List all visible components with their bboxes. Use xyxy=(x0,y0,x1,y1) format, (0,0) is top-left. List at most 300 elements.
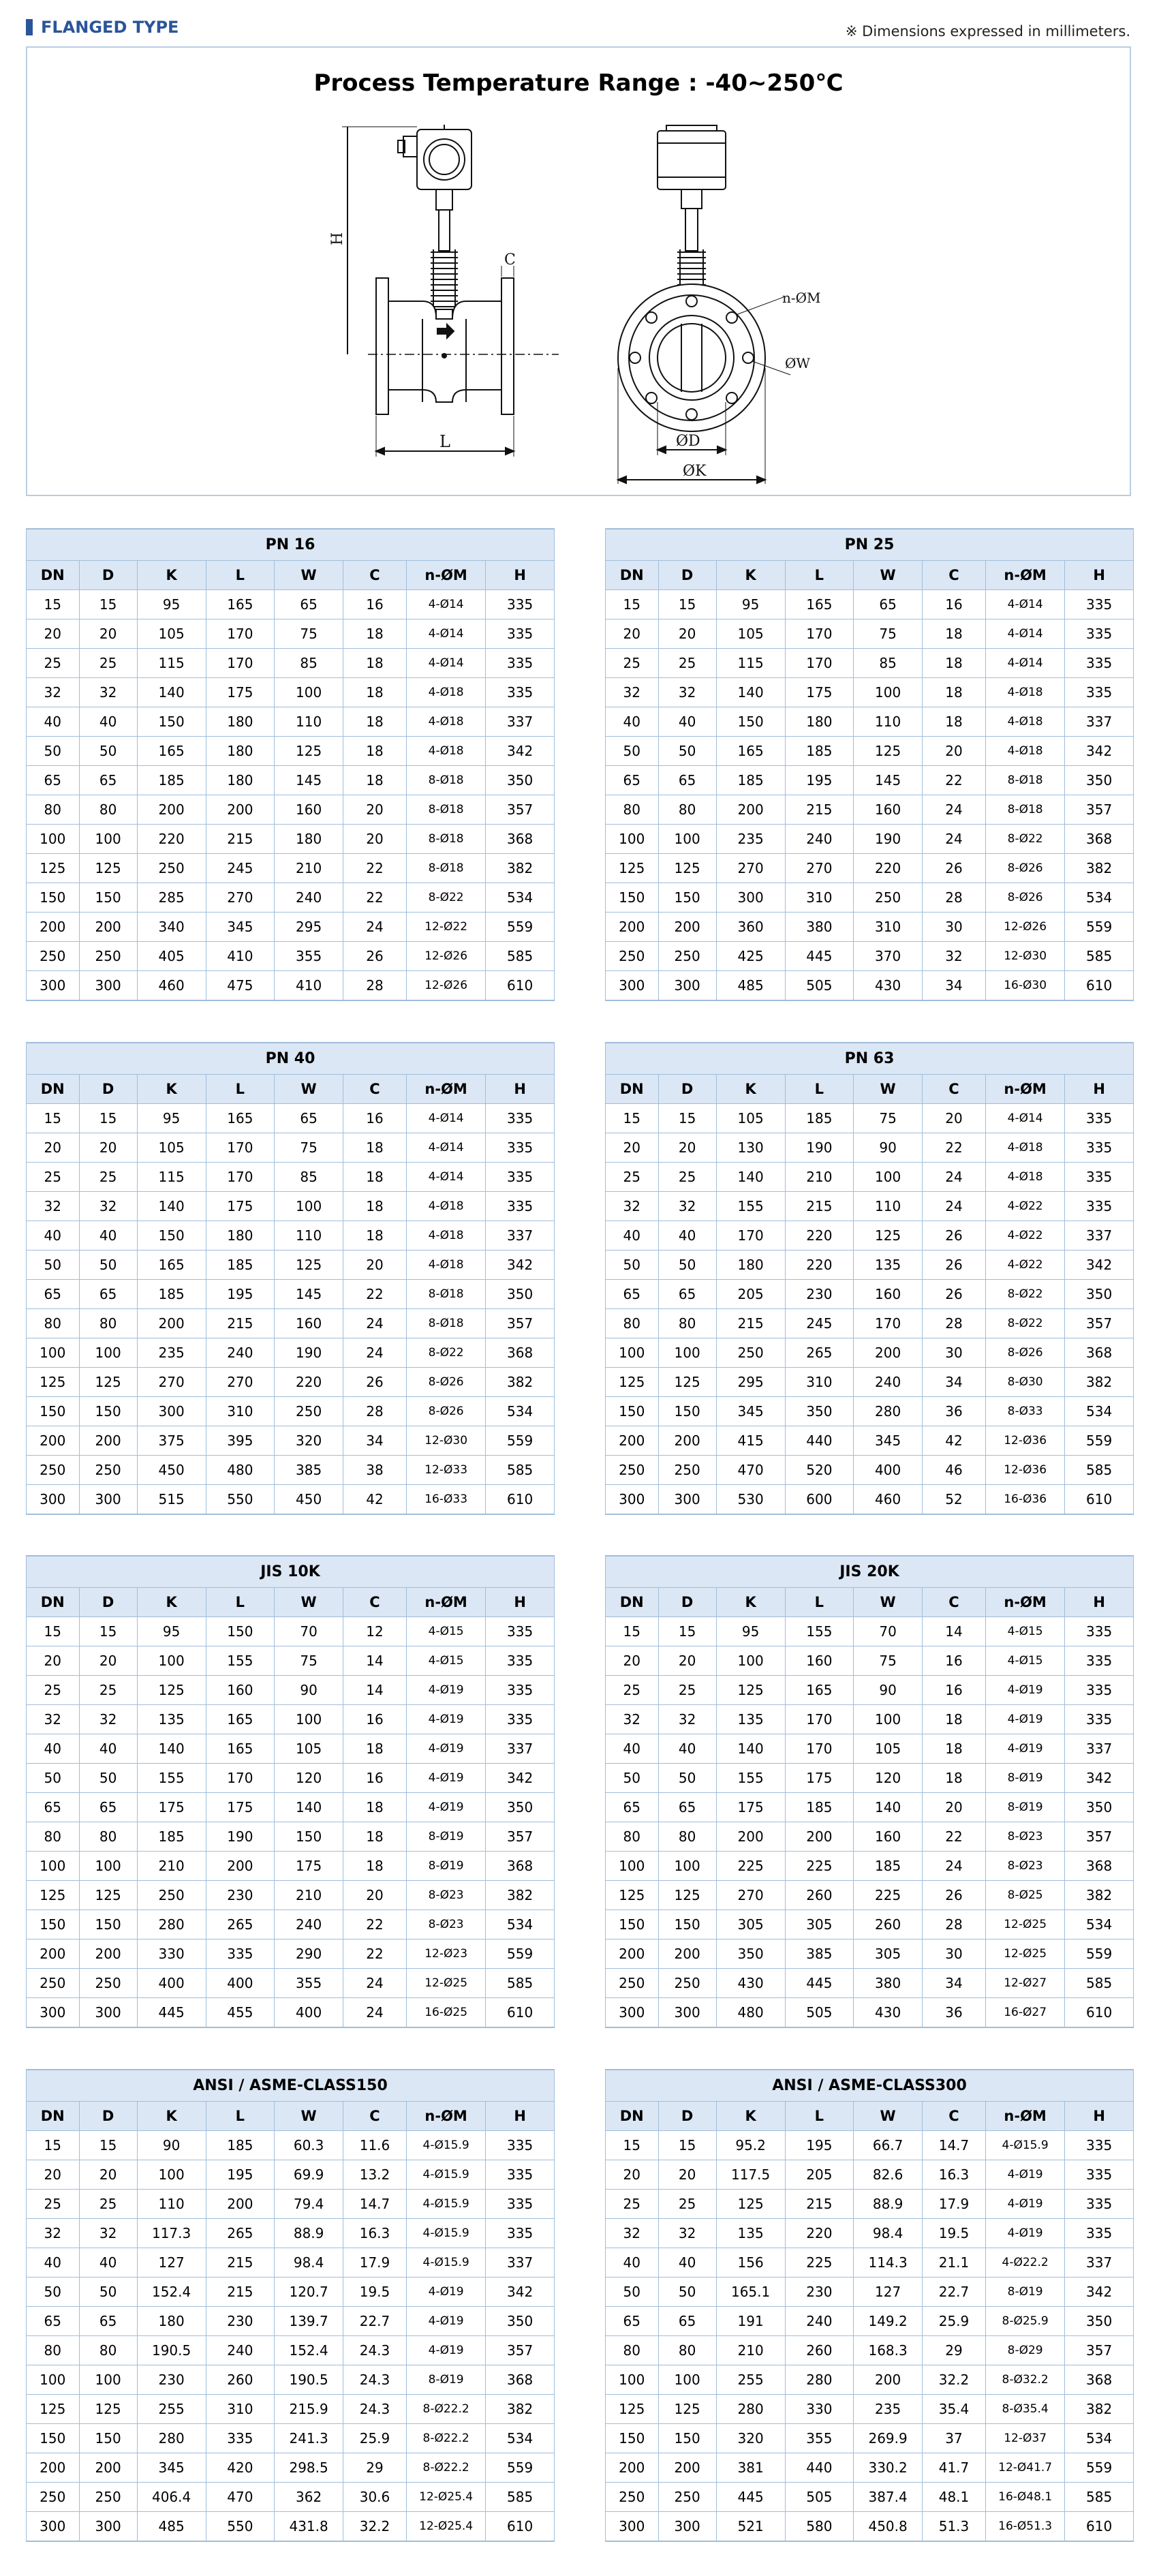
table-cell: 40 xyxy=(606,1734,659,1764)
table-cell: 368 xyxy=(1065,1852,1134,1881)
table-cell: 25 xyxy=(79,1163,137,1192)
table-cell: 280 xyxy=(137,1910,206,1939)
table-cell: 215 xyxy=(206,2278,275,2307)
table-cell: 350 xyxy=(486,766,555,795)
table-cell: 12-Ø23 xyxy=(407,1939,486,1969)
table-cell: 175 xyxy=(785,678,854,707)
table-cell: 95 xyxy=(137,590,206,619)
table-cell: 405 xyxy=(137,942,206,971)
table-cell: 8-Ø25.9 xyxy=(986,2307,1065,2336)
table-cell: 114.3 xyxy=(854,2248,923,2278)
table-cell: 406.4 xyxy=(137,2483,206,2512)
table-row xyxy=(27,971,555,1001)
table-cell: 445 xyxy=(785,1969,854,1998)
table-cell: 22 xyxy=(343,883,407,913)
table-cell: 280 xyxy=(716,2395,785,2424)
column-header: H xyxy=(1065,1588,1134,1617)
table-cell: 368 xyxy=(1065,2365,1134,2395)
column-header: W xyxy=(854,561,923,590)
table-cell: 18 xyxy=(923,678,986,707)
table-cell: 26 xyxy=(343,942,407,971)
table-cell: 255 xyxy=(137,2395,206,2424)
table-cell: 100 xyxy=(658,1338,716,1368)
table-cell: 8-Ø18 xyxy=(407,825,486,854)
table-cell: 32 xyxy=(606,1192,659,1221)
table-cell: 125 xyxy=(275,1251,343,1280)
table-cell: 12 xyxy=(343,1617,407,1646)
table-cell: 24 xyxy=(343,1338,407,1368)
table-cell: 300 xyxy=(137,1397,206,1426)
table-cell: 215 xyxy=(785,1192,854,1221)
table-cell: 200 xyxy=(606,2453,659,2483)
table-cell: 4-Ø18 xyxy=(407,1251,486,1280)
table-row xyxy=(27,2307,555,2336)
table-cell: 610 xyxy=(486,1998,555,2028)
table-cell: 250 xyxy=(137,854,206,883)
table-cell: 4-Ø15.9 xyxy=(407,2160,486,2190)
table-cell: 200 xyxy=(785,1822,854,1852)
table-cell: 200 xyxy=(79,1939,137,1969)
table-cell: 431.8 xyxy=(275,2512,343,2542)
table-cell: 40 xyxy=(27,1734,80,1764)
table-cell: 8-Ø26 xyxy=(407,1368,486,1397)
table-row xyxy=(606,1133,1134,1163)
table-cell: 42 xyxy=(923,1426,986,1456)
table-cell: 4-Ø22.2 xyxy=(986,2248,1065,2278)
table-row xyxy=(606,2483,1134,2512)
table-cell: 25 xyxy=(606,1163,659,1192)
table-cell: 50 xyxy=(27,737,80,766)
table-cell: 150 xyxy=(275,1822,343,1852)
column-header: K xyxy=(137,561,206,590)
table-cell: 4-Ø18 xyxy=(986,678,1065,707)
table-row xyxy=(27,2160,555,2190)
table-cell: 220 xyxy=(275,1368,343,1397)
table-cell: 34 xyxy=(923,1368,986,1397)
table-cell: 34 xyxy=(343,1426,407,1456)
column-header: C xyxy=(343,1075,407,1104)
table-row xyxy=(27,766,555,795)
side-view xyxy=(329,125,559,457)
table-cell: 300 xyxy=(716,883,785,913)
table-row xyxy=(606,2160,1134,2190)
table-cell: 300 xyxy=(606,2512,659,2542)
table-cell: 18 xyxy=(343,707,407,737)
table-cell: 195 xyxy=(785,2131,854,2160)
table-cell: 8-Ø26 xyxy=(986,854,1065,883)
table-cell: 210 xyxy=(275,854,343,883)
table-row xyxy=(606,1309,1134,1338)
column-header: n-ØM xyxy=(986,1075,1065,1104)
table-cell: 4-Ø19 xyxy=(407,2336,486,2365)
table-cell: 200 xyxy=(716,795,785,825)
table-cell: 300 xyxy=(606,1998,659,2028)
table-cell: 65 xyxy=(854,590,923,619)
table-row xyxy=(606,1456,1134,1485)
table-cell: 4-Ø14 xyxy=(986,1104,1065,1133)
table-cell: 100 xyxy=(854,1163,923,1192)
column-header: C xyxy=(343,2102,407,2131)
table-cell: 32 xyxy=(27,678,80,707)
table-cell: 85 xyxy=(275,1163,343,1192)
table-cell: 16-Ø30 xyxy=(986,971,1065,1001)
table-cell: 220 xyxy=(785,1221,854,1251)
table-row xyxy=(606,737,1134,766)
table-cell: 145 xyxy=(275,1280,343,1309)
table-row xyxy=(27,1309,555,1338)
table-cell: 150 xyxy=(79,1910,137,1939)
table-cell: 225 xyxy=(785,1852,854,1881)
table-cell: 4-Ø19 xyxy=(407,1734,486,1764)
table-cell: 105 xyxy=(854,1734,923,1764)
table-cell: 4-Ø15 xyxy=(407,1617,486,1646)
table-cell: 80 xyxy=(27,1309,80,1338)
table-cell: 4-Ø15.9 xyxy=(407,2190,486,2219)
table-cell: 50 xyxy=(658,2278,716,2307)
table-cell: 110 xyxy=(854,1192,923,1221)
table-cell: 382 xyxy=(1065,2395,1134,2424)
table-cell: 26 xyxy=(343,1368,407,1397)
column-header: L xyxy=(785,2102,854,2131)
column-header: K xyxy=(137,1588,206,1617)
table-cell: 4-Ø18 xyxy=(407,678,486,707)
table-cell: 175 xyxy=(137,1793,206,1822)
table-cell: 80 xyxy=(658,1822,716,1852)
table-cell: 445 xyxy=(785,942,854,971)
front-view xyxy=(618,125,821,484)
table-cell: 20 xyxy=(923,1104,986,1133)
table-cell: 14.7 xyxy=(923,2131,986,2160)
table-cell: 65 xyxy=(79,766,137,795)
table-cell: 585 xyxy=(486,942,555,971)
column-header: K xyxy=(716,1588,785,1617)
table-row xyxy=(27,1485,555,1515)
table-cell: 65 xyxy=(658,2307,716,2336)
table-cell: 32 xyxy=(79,1705,137,1734)
table-cell: 65 xyxy=(606,1280,659,1309)
table-cell: 240 xyxy=(854,1368,923,1397)
table-cell: 250 xyxy=(658,1969,716,1998)
table-cell: 375 xyxy=(137,1426,206,1456)
table-cell: 20 xyxy=(658,2160,716,2190)
table-cell: 30 xyxy=(923,1939,986,1969)
table-cell: 310 xyxy=(785,1368,854,1397)
table-cell: 100 xyxy=(27,2365,80,2395)
table-cell: 140 xyxy=(137,1192,206,1221)
table-cell: 440 xyxy=(785,2453,854,2483)
table-cell: 75 xyxy=(275,1133,343,1163)
table-cell: 337 xyxy=(1065,1734,1134,1764)
table-cell: 4-Ø19 xyxy=(986,2219,1065,2248)
table-cell: 20 xyxy=(343,795,407,825)
table-cell: 50 xyxy=(79,1251,137,1280)
table-cell: 200 xyxy=(658,2453,716,2483)
column-header: n-ØM xyxy=(407,1075,486,1104)
table-cell: 8-Ø18 xyxy=(986,766,1065,795)
table-row xyxy=(606,590,1134,619)
table-cell: 25 xyxy=(658,1163,716,1192)
table-row xyxy=(27,590,555,619)
column-header: L xyxy=(785,1075,854,1104)
table-cell: 521 xyxy=(716,2512,785,2542)
table-cell: 190 xyxy=(785,1133,854,1163)
table-cell: 17.9 xyxy=(343,2248,407,2278)
table-cell: 65 xyxy=(79,1793,137,1822)
table-cell: 335 xyxy=(486,1705,555,1734)
table-cell: 70 xyxy=(275,1617,343,1646)
column-header: DN xyxy=(27,2102,80,2131)
table-cell: 16-Ø27 xyxy=(986,1998,1065,2028)
column-header: D xyxy=(658,1588,716,1617)
table-cell: 75 xyxy=(275,1646,343,1676)
table-cell: 8-Ø22.2 xyxy=(407,2424,486,2453)
column-header: H xyxy=(1065,2102,1134,2131)
table-row xyxy=(27,1104,555,1133)
table-cell: 585 xyxy=(486,1969,555,1998)
table-cell: 337 xyxy=(1065,1221,1134,1251)
table-cell: 250 xyxy=(658,1456,716,1485)
table-cell: 225 xyxy=(785,2248,854,2278)
table-row xyxy=(27,1221,555,1251)
table-cell: 20 xyxy=(923,737,986,766)
table-row xyxy=(27,2131,555,2160)
table-cell: 24 xyxy=(923,795,986,825)
table-cell: 40 xyxy=(27,1221,80,1251)
table-cell: 335 xyxy=(1065,2131,1134,2160)
table-cell: 65 xyxy=(658,1793,716,1822)
table-row xyxy=(606,649,1134,678)
table-cell: 50 xyxy=(27,1251,80,1280)
table-cell: 185 xyxy=(785,737,854,766)
table-cell: 51.3 xyxy=(923,2512,986,2542)
table-cell: 150 xyxy=(606,883,659,913)
table-cell: 135 xyxy=(716,1705,785,1734)
table-cell: 21.1 xyxy=(923,2248,986,2278)
table-row xyxy=(27,1764,555,1793)
table-cell: 100 xyxy=(854,1705,923,1734)
table-cell: 534 xyxy=(486,2424,555,2453)
table-cell: 195 xyxy=(785,766,854,795)
table-cell: 125 xyxy=(854,737,923,766)
table-cell: 105 xyxy=(716,619,785,649)
c-label: C xyxy=(504,251,516,269)
table-cell: 32 xyxy=(658,678,716,707)
table-cell: 32 xyxy=(27,1192,80,1221)
table-row xyxy=(606,2190,1134,2219)
table-cell: 368 xyxy=(486,825,555,854)
table-cell: 12-Ø26 xyxy=(986,913,1065,942)
table-cell: 12-Ø22 xyxy=(407,913,486,942)
table-cell: 342 xyxy=(1065,2278,1134,2307)
table-cell: 15 xyxy=(27,590,80,619)
table-cell: 165 xyxy=(206,590,275,619)
table-cell: 269.9 xyxy=(854,2424,923,2453)
table-cell: 30.6 xyxy=(343,2483,407,2512)
table-row xyxy=(606,1251,1134,1280)
table-cell: 34 xyxy=(923,1969,986,1998)
table-cell: 20 xyxy=(27,619,80,649)
table-cell: 8-Ø19 xyxy=(407,2365,486,2395)
table-cell: 24 xyxy=(343,1998,407,2028)
column-header: W xyxy=(275,561,343,590)
table-cell: 175 xyxy=(206,1793,275,1822)
table-cell: 15 xyxy=(79,1617,137,1646)
table-cell: 200 xyxy=(658,913,716,942)
table-cell: 185 xyxy=(206,2131,275,2160)
table-cell: 155 xyxy=(137,1764,206,1793)
table-cell: 215 xyxy=(206,2248,275,2278)
column-header: D xyxy=(79,2102,137,2131)
table-cell: 120 xyxy=(275,1764,343,1793)
table-cell: 32 xyxy=(658,1192,716,1221)
table-cell: 335 xyxy=(1065,2219,1134,2248)
table-row xyxy=(606,913,1134,942)
table-cell: 100 xyxy=(79,1338,137,1368)
column-header: W xyxy=(854,2102,923,2131)
table-row xyxy=(27,913,555,942)
table-row xyxy=(27,942,555,971)
table-cell: 450 xyxy=(137,1456,206,1485)
table-cell: 295 xyxy=(275,913,343,942)
table-cell: 360 xyxy=(716,913,785,942)
table-title: ANSI / ASME-CLASS150 xyxy=(27,2070,555,2102)
table-cell: 382 xyxy=(1065,1881,1134,1910)
table-cell: 41.7 xyxy=(923,2453,986,2483)
table-cell: 505 xyxy=(785,971,854,1001)
table-row xyxy=(27,678,555,707)
table-cell: 350 xyxy=(486,2307,555,2336)
table-cell: 165.1 xyxy=(716,2278,785,2307)
table-cell: 170 xyxy=(785,649,854,678)
table-cell: 156 xyxy=(716,2248,785,2278)
table-cell: 125 xyxy=(716,1676,785,1705)
table-cell: 215.9 xyxy=(275,2395,343,2424)
table-cell: 185 xyxy=(854,1852,923,1881)
table-cell: 14.7 xyxy=(343,2190,407,2219)
table-cell: 335 xyxy=(486,1646,555,1676)
table-cell: 4-Ø22 xyxy=(986,1221,1065,1251)
table-cell: 250 xyxy=(27,1969,80,1998)
table-cell: 120.7 xyxy=(275,2278,343,2307)
table-cell: 4-Ø15 xyxy=(986,1617,1065,1646)
table-row xyxy=(606,2131,1134,2160)
table-row xyxy=(27,1192,555,1221)
table-cell: 335 xyxy=(486,1104,555,1133)
table-cell: 480 xyxy=(206,1456,275,1485)
table-row xyxy=(27,883,555,913)
table-cell: 150 xyxy=(27,1397,80,1426)
table-cell: 250 xyxy=(658,2483,716,2512)
table-cell: 475 xyxy=(206,971,275,1001)
column-header: n-ØM xyxy=(407,1588,486,1617)
table-cell: 230 xyxy=(206,1881,275,1910)
table-cell: 368 xyxy=(1065,1338,1134,1368)
table-cell: 335 xyxy=(1065,649,1134,678)
table-cell: 12-Ø36 xyxy=(986,1426,1065,1456)
table-row xyxy=(606,1969,1134,1998)
table-row xyxy=(27,2512,555,2542)
table-cell: 15 xyxy=(79,1104,137,1133)
table-cell: 25 xyxy=(27,2190,80,2219)
column-header: D xyxy=(658,2102,716,2131)
table-cell: 125 xyxy=(79,2395,137,2424)
table-row xyxy=(606,1426,1134,1456)
w-label: ØW xyxy=(785,355,810,371)
table-cell: 50 xyxy=(658,737,716,766)
table-cell: 610 xyxy=(486,971,555,1001)
table-cell: 330.2 xyxy=(854,2453,923,2483)
table-cell: 35.4 xyxy=(923,2395,986,2424)
table-cell: 170 xyxy=(206,649,275,678)
table-cell: 357 xyxy=(486,2336,555,2365)
table-cell: 445 xyxy=(137,1998,206,2028)
column-header: n-ØM xyxy=(986,561,1065,590)
table-cell: 335 xyxy=(1065,1192,1134,1221)
table-cell: 139.7 xyxy=(275,2307,343,2336)
table-cell: 250 xyxy=(275,1397,343,1426)
table-cell: 4-Ø15.9 xyxy=(407,2248,486,2278)
table-cell: 335 xyxy=(1065,1646,1134,1676)
table-cell: 150 xyxy=(658,883,716,913)
table-cell: 357 xyxy=(1065,2336,1134,2365)
table-row xyxy=(27,1910,555,1939)
table-cell: 32 xyxy=(79,2219,137,2248)
table-row xyxy=(27,2336,555,2365)
table-row xyxy=(27,1251,555,1280)
table-row xyxy=(27,2248,555,2278)
table-cell: 150 xyxy=(606,1397,659,1426)
table-cell: 25 xyxy=(606,2190,659,2219)
table-row xyxy=(606,1734,1134,1764)
table-row xyxy=(27,1397,555,1426)
table-cell: 300 xyxy=(27,1485,80,1515)
table-cell: 149.2 xyxy=(854,2307,923,2336)
table-cell: 20 xyxy=(606,2160,659,2190)
table-row xyxy=(27,1426,555,1456)
table-cell: 480 xyxy=(716,1998,785,2028)
table-cell: 88.9 xyxy=(275,2219,343,2248)
table-row xyxy=(606,1163,1134,1192)
table-cell: 24 xyxy=(343,1309,407,1338)
table-row xyxy=(27,2190,555,2219)
table-cell: 120 xyxy=(854,1764,923,1793)
table-cell: 69.9 xyxy=(275,2160,343,2190)
table-cell: 50 xyxy=(79,1764,137,1793)
table-cell: 200 xyxy=(79,2453,137,2483)
table-cell: 15 xyxy=(27,1104,80,1133)
table-cell: 12-Ø25 xyxy=(986,1910,1065,1939)
column-header: K xyxy=(716,1075,785,1104)
table-cell: 40 xyxy=(658,707,716,737)
table-cell: 4-Ø19 xyxy=(986,2160,1065,2190)
table-row xyxy=(27,2278,555,2307)
table-row xyxy=(606,971,1134,1001)
table-cell: 335 xyxy=(486,649,555,678)
table-row xyxy=(606,2248,1134,2278)
table-cell: 150 xyxy=(137,1221,206,1251)
table-cell: 175 xyxy=(716,1793,785,1822)
table-cell: 8-Ø30 xyxy=(986,1368,1065,1397)
table-cell: 24.3 xyxy=(343,2395,407,2424)
table-cell: 534 xyxy=(1065,2424,1134,2453)
table-cell: 110 xyxy=(137,2190,206,2219)
table-cell: 559 xyxy=(1065,2453,1134,2483)
table-cell: 170 xyxy=(206,619,275,649)
table-row xyxy=(27,737,555,766)
table-cell: 335 xyxy=(486,2190,555,2219)
table-cell: 140 xyxy=(716,1163,785,1192)
table-cell: 22 xyxy=(343,1910,407,1939)
